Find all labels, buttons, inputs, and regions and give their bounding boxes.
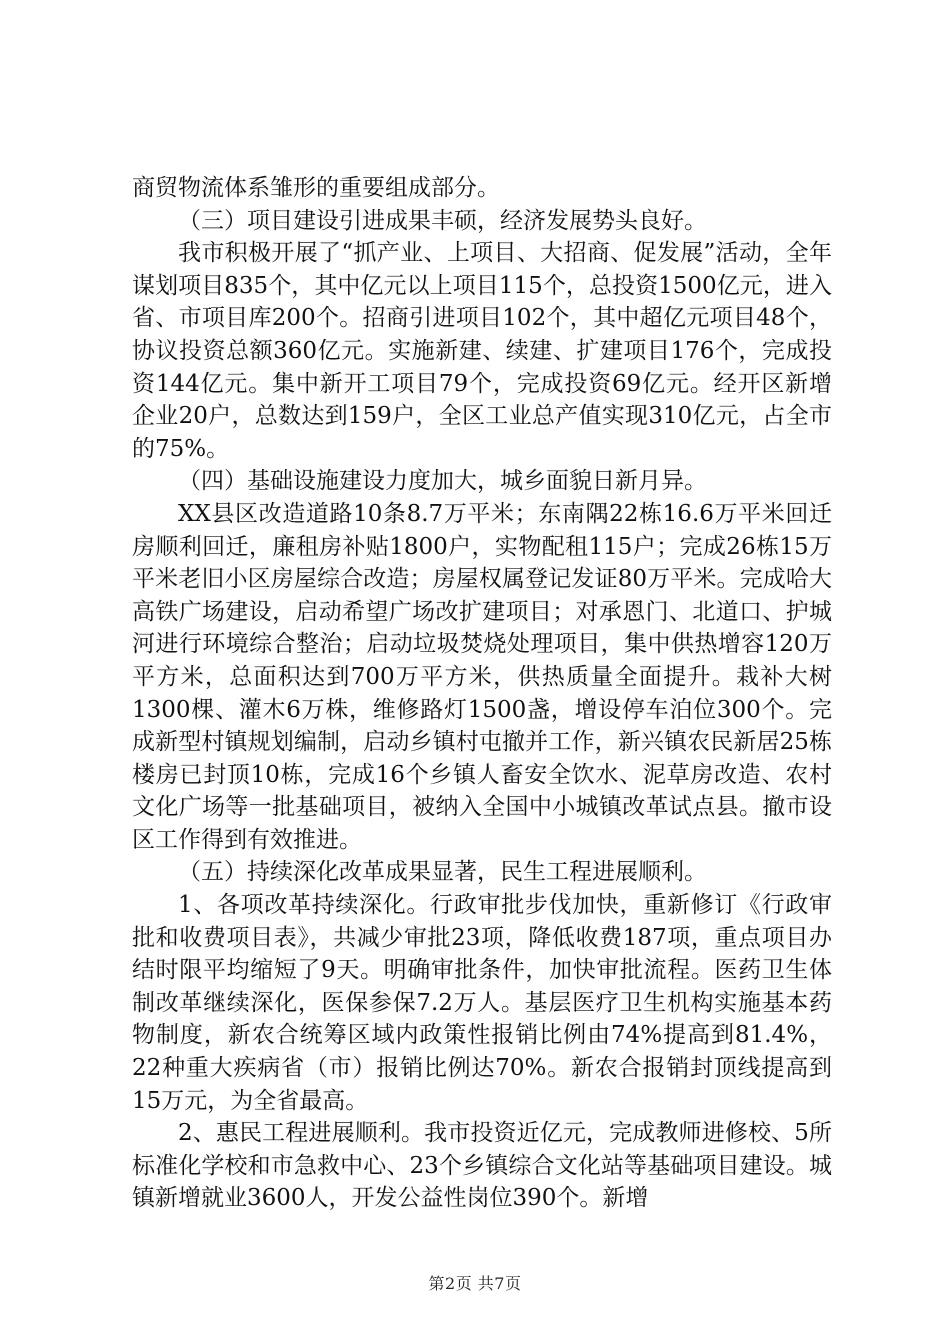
section-heading-3: （三）项目建设引进成果丰硕，经济发展势头良好。 xyxy=(178,207,707,234)
paragraph-1: 商贸物流体系雏形的重要组成部分。 xyxy=(132,175,500,201)
page-number-footer: 第2页 共7页 xyxy=(428,1274,522,1293)
paragraph-welfare: 2、惠民工程进展顺利。我市投资近亿元，完成教师进修校、5所标准化学校和市急救中心、23个乡镇综合文化站等基础项目建设。城镇新增就业3600人，开发公益性岗位390个。新增 xyxy=(132,1120,832,1212)
document-body xyxy=(132,172,832,1215)
paragraph-infrastructure: XX县区改造道路10条8.7万平米；东南隅22栋16.6万平米回迁房顺利回迁，廉租房补贴1800户，实物配租115户；完成26栋15万平米老旧小区房屋综合改造；房屋权属登记发证80万平米。完成哈大高铁广场建设，启动希望广场改扩建项目；对承恩门、北道口、护城河进行环境综合整治；启动垃圾焚烧处理项目，集中供热增容120万平方米，总面积达到700万平方米，供热质量全面提升。栽补大树1300棵、灌木6万株，维修路灯1500盏，增设停车泊位300个。完成新型村镇规划编制，启动乡镇村屯撤并工作，新兴镇农民新居25栋楼房已封顶10栋，完成16个乡镇人畜安全饮水、泥草房改造、农村文化广场等一批基础项目，被纳入全国中小城镇改革试点县。撤市设区工作得到有效推进。 xyxy=(132,500,832,853)
section-heading-5: （五）持续深化改革成果显著，民生工程进展顺利。 xyxy=(178,859,707,886)
section-heading-4: （四）基础设施建设力度加大，城乡面貌日新月异。 xyxy=(178,468,707,495)
paragraph-reform: 1、各项改革持续深化。行政审批步伐加快，重新修订《行政审批和收费项目表》，共减少审批23项，降低收费187项，重点项目办结时限平均缩短了9天。明确审批条件，加快审批流程。医药卫生体制改革继续深化，医保参保7.2万人。基层医疗卫生机构实施基本药物制度，新农合统筹区域内政策性报销比例由74%提高到81.4%，22种重大疾病省（市）报销比例达70%。新农合报销封顶线提高到15万元，为全省最高。 xyxy=(132,892,832,1114)
paragraph-projects: 我市积极开展了“抓产业、上项目、大招商、促发展”活动，全年谋划项目835个，其中亿元以上项目115个，总投资1500亿元，进入省、市项目库200个。招商引进项目102个，其中超亿元项目48个，协议投资总额360亿元。实施新建、续建、扩建项目176个，完成投资144亿元。集中新开工项目79个，完成投资69亿元。经开区新增企业20户，总数达到159户，全区工业总产值实现310亿元，占全市的75%。 xyxy=(132,240,832,462)
